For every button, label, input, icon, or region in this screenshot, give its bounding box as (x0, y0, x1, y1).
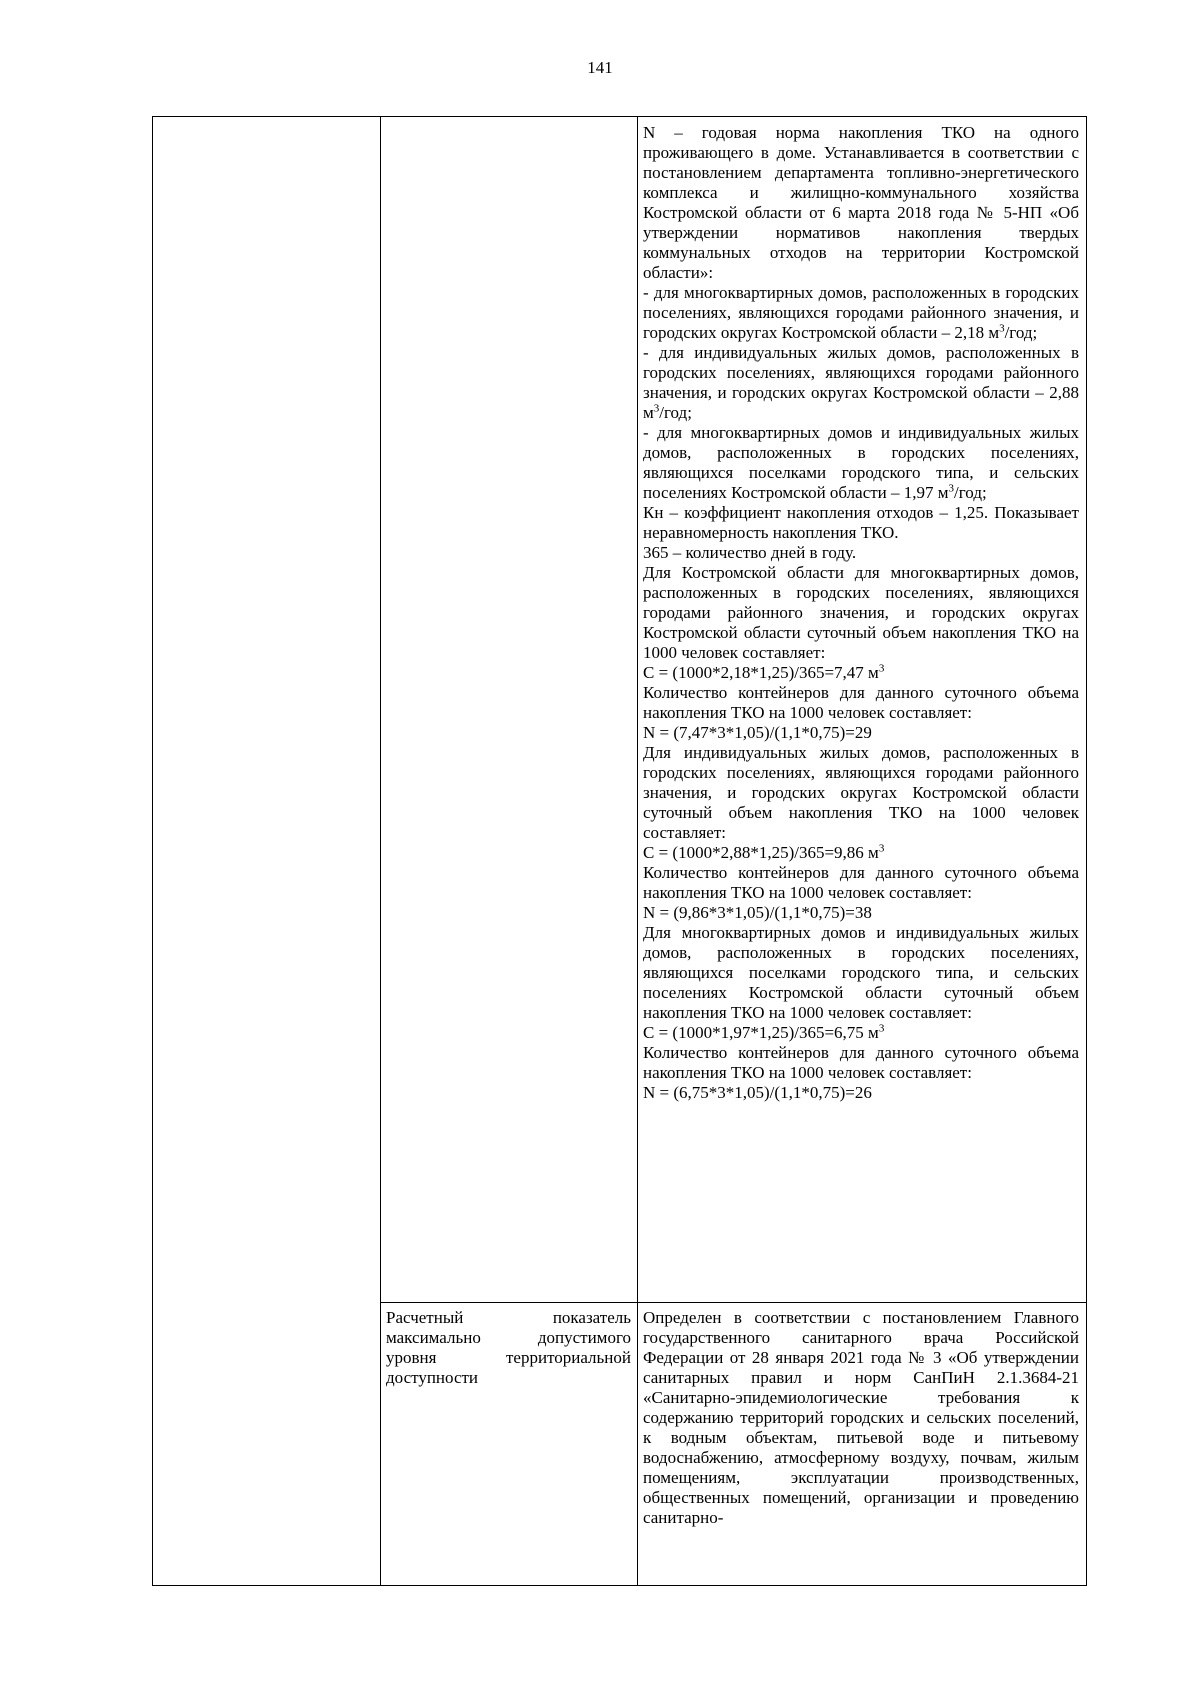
norm-3-text: - для многоквартирных домов и индивидуальных жилых домов, расположенных в городских поселениях, являющихся поселками городского типа, и сельских поселениях Костромской области – 1,97 м (643, 423, 1079, 502)
case-1-containers-intro: Количество контейнеров для данного суточного объема накопления ТКО на 1000 человек составляет: (643, 683, 1079, 722)
case-2-formula-n: N = (9,86*3*1,05)/(1,1*0,75)=38 (643, 903, 872, 922)
formula-text: С = (1000*2,18*1,25)/365=7,47 м (643, 663, 879, 682)
case-1-intro: Для Костромской области для многоквартирных домов, расположенных в городских поселениях, являющихся городами районного значения, и городских округах Костромской области суточный объем накопления ТКО на 1000 человек составляет: (643, 563, 1079, 662)
superscript-3: 3 (878, 842, 885, 855)
superscript-3: 3 (948, 482, 955, 495)
superscript-3: 3 (878, 662, 885, 675)
row-divider (380, 1302, 1086, 1303)
row2-indicator-name: Расчетный показатель максимально допустимого уровня территориальной доступности (386, 1308, 631, 1387)
norm-3 (643, 423, 1079, 503)
kn-definition: Кн – коэффициент накопления отходов – 1,25. Показывает неравномерность накопления ТКО. (643, 503, 1079, 542)
superscript-3: 3 (999, 322, 1005, 335)
case-2-intro: Для индивидуальных жилых домов, расположенных в городских поселениях, являющихся городами районного значения, и городских округах Костромской области суточный объем накопления ТКО на 1000 человек составляет: (643, 743, 1079, 842)
n-definition: N – годовая норма накопления ТКО на одного проживающего в доме. Устанавливается в соответствии с постановлением департамента топливно-энергетического комплекса и жилищно-коммунального хозяйства Костромской области от 6 марта 2018 года № 5-НП «Об утверждении нормативов накопления твердых коммунальных отходов на территории Костромской области»: (643, 123, 1079, 282)
norm-3-unit: /год; (954, 483, 987, 502)
norm-2-unit: /год; (659, 403, 692, 422)
case-3-formula-n: N = (6,75*3*1,05)/(1,1*0,75)=26 (643, 1083, 872, 1102)
norm-2-text: - для индивидуальных жилых домов, расположенных в городских поселениях, являющихся городами районного значения, и городских округах Костромской области – 2,88 м (643, 343, 1079, 422)
row2-indicator-justification: Определен в соответствии с постановлением Главного государственного санитарного врача Российской Федерации от 28 января 2021 года № 3 «Об утверждении санитарных правил и норм СанПиН 2.1.3684-21 «Санитарно-эпидемиологические требования к содержанию территорий городских и сельских поселений, к водным объектам, питьевой воде и питьевому водоснабжению, атмосферному воздуху, почвам, жилым помещениям, эксплуатации производственных, общественных помещений, организации и проведению санитарно- (643, 1308, 1079, 1527)
column-divider-1 (380, 117, 381, 1585)
case-3-intro: Для многоквартирных домов и индивидуальных жилых домов, расположенных в городских поселениях, являющихся поселками городского типа, и сельских поселениях Костромской области суточный объем накопления ТКО на 1000 человек составляет: (643, 923, 1079, 1022)
days-definition: 365 – количество дней в году. (643, 543, 857, 562)
superscript-3: 3 (653, 402, 660, 415)
norm-2 (643, 343, 1079, 423)
case-1-formula-c (643, 663, 1079, 683)
case-2-containers-intro: Количество контейнеров для данного суточного объема накопления ТКО на 1000 человек составляет: (643, 863, 1079, 902)
formula-text: С = (1000*1,97*1,25)/365=6,75 м (643, 1023, 879, 1042)
norm-1 (643, 283, 1079, 343)
case-1-formula-n: N = (7,47*3*1,05)/(1,1*0,75)=29 (643, 723, 872, 742)
requirements-table (152, 116, 1087, 1586)
case-3-containers-intro: Количество контейнеров для данного суточного объема накопления ТКО на 1000 человек составляет: (643, 1043, 1079, 1082)
case-3-formula-c (643, 1023, 1079, 1043)
page-number: 141 (587, 58, 613, 77)
row1-col3-cell (643, 123, 1079, 1103)
norm-1-unit: /год; (1004, 323, 1038, 342)
superscript-3: 3 (878, 1022, 885, 1035)
column-divider-2 (637, 117, 638, 1585)
case-2-formula-c (643, 843, 1079, 863)
formula-text: С = (1000*2,88*1,25)/365=9,86 м (643, 843, 879, 862)
norm-1-text: - для многоквартирных домов, расположенных в городских поселениях, являющихся городами районного значения, и городских округах Костромской области – 2,18 м (643, 283, 1079, 342)
